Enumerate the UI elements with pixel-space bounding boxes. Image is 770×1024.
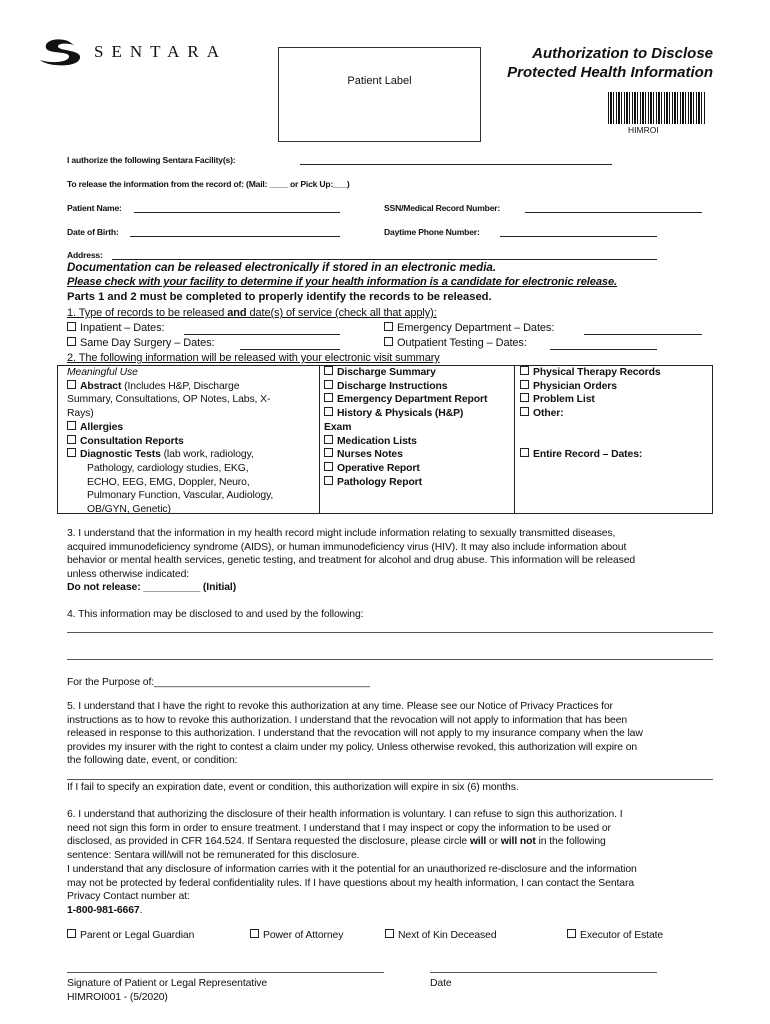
option-label: Entire Record – Dates: [533,449,643,461]
consultation-label: Consultation Reports [80,435,184,447]
same-day-checkbox[interactable] [67,337,76,346]
diagnostic-note-line: OB/GYN, Genetic) [87,504,171,516]
address-field[interactable] [112,259,657,260]
checkbox[interactable] [324,380,333,389]
dob-field[interactable] [130,236,340,237]
checkbox-option[interactable] [520,380,661,394]
consultation-checkbox[interactable] [67,435,76,444]
checkbox-option[interactable] [324,476,487,490]
text-line [67,741,643,755]
inpatient-checkbox[interactable] [67,322,76,331]
diagnostic-note-line: ECHO, EEG, EMG, Doppler, Neuro, [87,476,250,488]
part6-text: in the following [535,836,606,848]
date-field[interactable] [430,972,657,973]
relationship-parent[interactable] [67,929,194,943]
emergency-checkbox[interactable] [384,322,393,331]
option-label: Discharge Summary [337,367,436,378]
disclosed-to-field[interactable] [67,632,713,633]
phone-field[interactable] [500,236,657,237]
date-label: Date [430,978,452,989]
abstract-note-line: Summary, Consultations, OP Notes, Labs, X- [67,394,271,406]
same-day-label: Same Day Surgery – Dates: [80,337,215,349]
checkbox-option[interactable] [520,366,661,380]
barcode-text: HIMROI [628,125,659,135]
barcode [608,92,706,124]
patient-label-box [278,47,481,142]
relationship-next-of-kin[interactable] [385,929,497,943]
abstract-checkbox[interactable] [67,380,76,389]
relationship-label: Parent or Legal Guardian [80,930,195,941]
part4-text: 4. This information may be disclosed to and used by the following: [67,609,364,620]
part6-line: 6. I understand that authorizing the disclosure of their health information is voluntary. I can refuse to sign this authorization. I [67,809,623,820]
part1-heading-b: date(s) of service (check all that apply): [246,307,437,319]
text-line [67,541,635,555]
patient-label-text: Patient Label [347,75,412,87]
part1-heading-and: and [227,307,247,319]
option-label: Pathology Report [337,476,422,488]
checkbox-option[interactable] [324,448,487,462]
part1-heading [67,306,437,320]
checkbox-option[interactable] [324,366,487,380]
inpatient-option[interactable] [67,321,164,335]
part6-paragraph [67,808,637,918]
logo-text: SENTARA [94,42,228,61]
next-of-kin-checkbox[interactable] [385,929,394,938]
option-label: behavior or mental health services, genetic testing, and treatment for alcohol and drug abuse. This information will be released [67,555,636,566]
expiration-field[interactable] [67,779,713,780]
option-label: Problem List [533,394,595,406]
option-label: released in response to this authorization. I understand that the revocation will not apply to my insurance company when the law [67,728,643,739]
option-label: unless otherwise indicated: [67,568,190,580]
diagnostic-option[interactable] [67,448,273,462]
executor-checkbox[interactable] [567,929,576,938]
text-line [67,554,635,568]
part6-text: disclosed, as provided in CFR 164.524. If Sentara requested the disclosure, please circle [67,836,470,848]
sentara-logo [38,38,228,73]
phone-period: . [139,904,143,916]
patient-name-field[interactable] [134,212,340,213]
patient-name-label: Patient Name: [67,203,122,213]
spacer [520,421,661,435]
checkbox-option[interactable] [324,407,487,421]
diagnostic-note: (lab work, radiology, [160,449,254,461]
inpatient-dates-field[interactable] [184,334,340,335]
text-line [67,700,643,714]
part6-line: need not sign this form in order to ensure treatment. I understand that I may inspect or copy the information to be used or [67,822,611,834]
purpose-field[interactable]: For the Purpose of:______________________________________ [67,677,370,688]
disclosed-to-field-2[interactable] [67,659,713,660]
allergies-option[interactable] [67,421,273,435]
option-label: Nurses Notes [337,449,403,461]
ssn-mrn-label: SSN/Medical Record Number: [384,203,501,213]
poa-checkbox[interactable] [250,929,259,938]
address-label: Address: [67,250,103,260]
part6-line: Privacy Contact number at: [67,891,190,903]
consultation-option[interactable] [67,435,273,449]
part2-heading: 2. The following information will be released with your electronic visit summary [67,352,440,364]
records-table [57,365,713,514]
diagnostic-note-line: Pathology, cardiology studies, EKG, [87,462,249,474]
relationship-label: Executor of Estate [580,930,664,941]
emergency-label: Emergency Department – Dates: [397,322,555,334]
form-title [507,44,713,82]
emergency-option[interactable] [384,321,554,335]
part6-line [67,835,637,849]
dob-label: Date of Birth: [67,227,119,237]
signature-field[interactable] [67,972,384,973]
text-line [324,421,487,435]
allergies-label: Allergies [80,421,123,433]
facility-label: I authorize the following Sentara Facility(s): [67,155,236,165]
checkbox[interactable] [324,448,333,457]
will-not-text: will not [500,836,536,848]
signature-label: Signature of Patient or Legal Representative [67,978,268,989]
abstract-label: Abstract [80,380,122,392]
emergency-dates-field[interactable] [584,334,702,335]
do-not-release[interactable]: Do not release: __________ (Initial) [67,582,237,593]
table-col-2 [324,366,487,489]
option-label: Physical Therapy Records [533,367,661,378]
diagnostic-checkbox[interactable] [67,448,76,457]
checkbox-option[interactable] [324,462,487,476]
checkbox[interactable] [520,448,529,457]
option-label: 5. I understand that I have the right to revoke this authorization at any time. Please see our Notice of Privacy Practices for [67,701,613,712]
checkbox[interactable] [324,393,333,402]
allergies-checkbox[interactable] [67,421,76,430]
outpatient-label: Outpatient Testing – Dates: [397,337,527,349]
outpatient-option[interactable] [384,336,527,350]
option-label: Emergency Department Report [337,394,488,406]
option-label: Physician Orders [533,380,617,392]
option-label: provides my insurer with the right to contest a claim under my policy. Unless otherwise revoked, this authorization will expire on [67,741,638,753]
same-day-dates-field[interactable] [240,349,340,350]
abstract-note-line: Rays) [67,408,94,420]
option-label: History & Physicals (H&P) [337,408,464,420]
part6-line: I understand that any disclosure of information carries with it the potential for an unauthorized re-disclosure and the information [67,863,637,875]
option-label: Medication Lists [337,435,417,447]
release-from-label: To release the information from the record of: (Mail: ____ or Pick Up:___) [67,179,350,189]
option-label: Other: [533,408,564,420]
parts-notice: Parts 1 and 2 must be completed to properly identify the records to be released. [67,291,492,303]
checkbox[interactable] [520,407,529,416]
abstract-note: (Includes H&P, Discharge [121,380,240,392]
table-divider [514,366,515,513]
inpatient-label: Inpatient – Dates: [80,322,165,334]
option-label: Operative Report [337,462,420,474]
checkbox-option[interactable] [324,393,487,407]
privacy-phone-line [67,904,637,918]
title-line-2: Protected Health Information [507,64,713,81]
checkbox-option[interactable] [520,407,661,421]
form-id: HIMROI001 - (5/2020) [67,992,168,1003]
part6-line: sentence: Sentara will/will not be remunerated for this disclosure. [67,850,360,862]
checkbox[interactable] [324,476,333,485]
option-label: Exam [324,421,352,433]
relationship-executor[interactable] [567,929,663,943]
ssn-mrn-field[interactable] [525,212,702,213]
phone-label: Daytime Phone Number: [384,227,480,237]
option-label: Discharge Instructions [337,380,448,392]
expire-note: If I fail to specify an expiration date, event or condition, this authorization will expire in six (6) months. [67,782,519,793]
checkbox[interactable] [520,366,529,375]
outpatient-checkbox[interactable] [384,337,393,346]
text-line [67,568,635,582]
title-line-1: Authorization to Disclose [532,45,713,62]
sentara-swoosh-icon [38,38,88,68]
checkbox[interactable] [520,380,529,389]
will-text: will [469,836,487,848]
checkbox-option[interactable] [324,435,487,449]
checkbox[interactable] [324,407,333,416]
text-line [67,714,643,728]
spacer [520,435,661,449]
relationship-label: Power of Attorney [263,930,344,941]
check-facility-notice: Please check with your facility to determine if your health information is a candidate for electronic release. [67,276,618,288]
same-day-option[interactable] [67,336,214,350]
outpatient-dates-field[interactable] [550,349,657,350]
relationship-label: Next of Kin Deceased [398,930,497,941]
electronic-notice: Documentation can be released electronically if stored in an electronic media. [67,261,497,274]
checkbox[interactable] [324,435,333,444]
text-line [67,527,635,541]
privacy-phone: 1-800-981-6667 [67,904,140,916]
facility-field[interactable] [300,164,612,165]
part6-line: may not be protected by federal confidentiality rules. If I have questions about my health information, I can contact the Sentara [67,877,635,889]
checkbox-option[interactable] [520,393,661,407]
option-label: instructions as to how to revoke this authorization. I understand that the revocation will not apply to information that has been [67,714,628,726]
part3-paragraph [67,527,635,581]
option-label: the following date, event, or condition: [67,755,238,766]
checkbox[interactable] [520,393,529,402]
relationship-poa[interactable] [250,929,343,943]
part5-paragraph [67,700,643,768]
parent-checkbox[interactable] [67,929,76,938]
meaningful-use-label: Meaningful Use [67,367,138,378]
table-divider [319,366,320,513]
checkbox-option[interactable] [520,448,661,462]
abstract-option[interactable] [67,380,273,394]
table-col-3 [520,366,661,462]
option-label: acquired immunodeficiency syndrome (AIDS), or human immunodeficiency virus (HIV). It may also include information about [67,541,627,553]
part6-text: or [486,836,501,848]
diagnostic-label: Diagnostic Tests [80,449,161,461]
part1-heading-a: 1. Type of records to be released [67,307,228,319]
checkbox[interactable] [324,462,333,471]
checkbox[interactable] [324,366,333,375]
text-line [67,727,643,741]
diagnostic-note-line: Pulmonary Function, Vascular, Audiology, [87,490,274,502]
option-label: 3. I understand that the information in my health record might include information relating to sexually transmitted diseases, [67,528,616,539]
table-col-1 [67,366,273,517]
checkbox-option[interactable] [324,380,487,394]
text-line [67,754,643,768]
